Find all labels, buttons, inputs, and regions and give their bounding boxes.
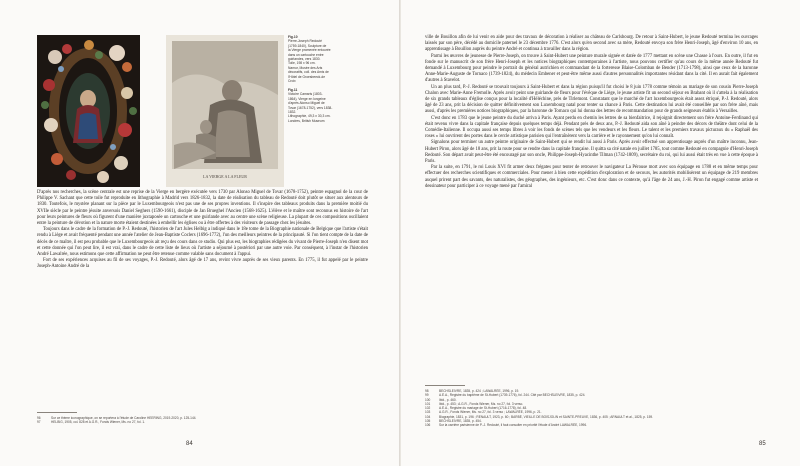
caption-line: Londres, British Museum xyxy=(288,118,325,123)
footnote-number: 97 xyxy=(37,420,41,425)
body-paragraph: Fort de ses expériences acquises au fil de ses voyages, P.-J. Redouté, alors âgé de 17 ans, revint vivre auprès de ses vieux parents. En 1775, il fut appelé par le peintre Joseph-Antoine André de la xyxy=(37,258,368,270)
caption-line: (1759-1840), Sculpture de xyxy=(288,43,327,48)
footnote-text: Sur la carrière parisienne de P.-J. Redouté, il faut consulter en priorité l'étude d'André LAWALRÉE, 1996. xyxy=(439,423,587,428)
caption-line: Tovar (1678-1752), vers 1838- xyxy=(288,105,333,110)
footnote-text: BECHSLEIVRE, 1835, p. 454. xyxy=(439,419,482,424)
caption-line: Namur, Musée des Arts xyxy=(288,65,323,70)
right-page xyxy=(401,0,800,466)
body-paragraph: D'après nos recherches, la scène centrale est une reprise de la Vierge en bergère exécutée vers 1730 par Alonso Miguel de Tovar (1678-1752), peintre espagnol de la cour de Philippe V. Sachant que cette toile fut reproduite en lithographie à Madrid vers 1826-1832, la date de réalisation du tableau de Redouté doit plutôt se situer aux alentours de 1830. Toutefois, le mystère planant sur la pièce par le Luxembourgeois n'est pas une de ses propres inventions. Il s'inspire des tableaux produits dans la première moitié du XVIIe siècle par le peintre jésuite anversois Daniel Seghers (1590-1661), disciple de Jan Brueghel l'Ancien (1568-1625). L'élève et le maître sont reconnus en histoire de l'art pour leurs peintures de fleurs où figurent d'une manière juxtaposée un cartouche et une guirlande avec au centre une scène religieuse. La plupart de ces compositions oscillaient entre la peinture de dévotion et la nature morte étaient destinées à embellir les églises ou à être offertes à des visiteurs de passage chez les jésuites. xyxy=(37,190,368,227)
footnote-text: HELBIG, 1905, col. 828 et A.G.R., Fonds Wiener, Ms. no 27, fol. 1. xyxy=(51,420,146,425)
footnote-number: 103 xyxy=(425,410,431,415)
caption-line: Pierre-Joseph Redouté xyxy=(288,39,322,44)
caption-line: Victoire Camaris (1803- xyxy=(288,92,323,97)
footnote-number: 100 xyxy=(425,397,431,402)
caption-line: Toile, 198 x 96 cm. xyxy=(288,61,316,66)
caption-line: la Vierge promenée entourée xyxy=(288,48,331,53)
caption-line: Fig.11 xyxy=(288,88,298,92)
right-body-text xyxy=(425,35,758,190)
footnote xyxy=(37,420,368,424)
body-paragraph: C'est donc en 1783 que le jeune peintre du duché arriva à Paris. Ayant perdu en chemin les lettres de sa bienfaitrice, il rejoignit directement son frère Antoine-Ferdinand qui était revenu vivre dans la capitale française depuis quelques temps déjà. Pendant près de deux ans, P.-J. Redouté aida son aîné à peindre des décors de théâtre dont celui de la Comédie-Italienne. Il occupa aussi ses temps libres à voir les fonds de scènes tels que les vendeurs et les fleurs. Le talent et les premiers travaux picturaux du « Raphaël des roses » lui ouvrirent des portes dans le cercle artistique parisien qui l'entraînèrent vers la carrière et le rayonnement qu'on lui connaît. xyxy=(425,115,758,140)
footnote-rule xyxy=(37,412,77,413)
caption-line: Fig.10 xyxy=(288,35,298,39)
footnote-number: 104 xyxy=(425,414,431,419)
left-body-text xyxy=(37,190,368,271)
footnote-text: A.G.R., Fonds Wiener, Ms. no 27, fol. 3 verso ; LAWALRÉE, 1996, p. 21. xyxy=(439,410,542,415)
caption-line: dans un cartouche entre xyxy=(288,52,324,57)
page-number-left: 84 xyxy=(186,441,193,447)
body-paragraph: Par la suite, en 1791, le roi Louis XVI fit armer deux frégates pour tenter de retrouver le navigateur La Pérouse mort avec son équipage en 1788 et en même temps pour effectuer des recherches scientifiques et commerciales. Pour mener à bien cette expédition d'exploration et de secours, les autorités mobilisèrent un équipage de 219 membres auquel prirent part des savants, des naturalistes, des géographes, des ingénieurs, etc. C'est donc dans ce contexte, qu'à l'âge de 24 ans, J.-H. Piron fut engagé comme artiste et dessinateur pour participer à ce voyage mené par l'amiral xyxy=(425,165,758,189)
floral-still-life-painting-icon xyxy=(37,35,140,187)
body-paragraph: Signalons pour terminer un autre peintre originaire de Saint-Hubert qui se rendit lui aussi à Paris. Après avoir effectué son apprentissage auprès d'un maître inconnu, Jean-Hubert Piron, alors âgé de 18 ans, prit la route pour se rendre dans la capitale française. Il quitta sa cité natale en juillet 1785, tout comme Redouté en compagnie d'Henri-Joseph Redouté. Son départ avait peut-être été encouragé par son oncle, Philippe-Joseph-Hyacinthe Tilman (1742-1809), secrétaire du roi, qui lui aussi était très en vue à cette époque à Paris. xyxy=(425,140,758,165)
madonna-lithograph-figure xyxy=(166,35,284,187)
body-paragraph: ville de Bouillon afin de lui venir en aide pour des travaux de décoration à réaliser au château de Carlsbourg. De retour à Saint-Hubert, le jeune Redouté termina les ouvrages laissés par son père, décédé au domicile paternel le 23 décembre 1776. C'est alors qu'en second avec sa mère, Redouté envoya son frère Henri-Joseph, âgé d'environ 10 ans, en apprentissage à Bouillon auprès du peintre André et continua à travailler dans la région. xyxy=(425,35,758,53)
left-page xyxy=(0,0,399,466)
footnote-text: BECHSLEIVRE, 1835, p. 424 ; LAWALRÉE, 1996, p. 19. xyxy=(439,389,520,393)
footnote-text: Ibid., p. 460. xyxy=(439,397,457,402)
caption-line: Lithographie, 49,3 x 30,3 cm. xyxy=(288,114,331,119)
body-paragraph: Parmi les œuvres de jeunesse de Pierre-Joseph, on trouve à Saint-Hubert une peinture murale signée et datée de 1777 mettant en scène une Chasse à l'ours. En outre, il fut en fonde sur le manuscrit de son frère Henri-Joseph et les notices biographiques contemporaines à l'artiste, nous pouvons certifier qu'au cours de la même année Redouté fut demandé à Luxembourg pour peindre le portrait du général autrichien et commandant de la forteresse Blaise-Colomban de Bender (1713-1798), ainsi que ceux de la baronne Anne-Marie-Auguste de Tornaco (1739-1824), du médecin Embener et peut-être même aussi d'autres personnalités importantes résidant dans la cité. Il en aurait fait également d'autres à Stavelot. xyxy=(425,53,758,84)
figure-11-caption xyxy=(288,88,370,123)
caption-line: l'Hôtel de Groesbeeck-de xyxy=(288,74,326,79)
caption-line: 1832. xyxy=(288,110,297,115)
footnote-text: Biographie, 1831, p. 196 ; RENAULT, 1923, p. 60 ; BARBÉ, VIEILLE DE BOISJOLIN et SAINTE-PREUVE, 1836, p. 405 ; ARNAULT et al., 1825, p. 159. xyxy=(439,414,654,419)
footnote-number: 102 xyxy=(425,406,431,411)
footnote-number: 96 xyxy=(37,416,41,420)
footnote-text: Ibid., p. 453 ; A.G.R., Fonds Wiener, Ms. no 27, fol. 3 verso. xyxy=(439,401,524,406)
caption-line: décoratifs, coll. des Amis de xyxy=(288,70,329,75)
figure-10-caption xyxy=(288,35,370,83)
footnote-text: A.É.A., Registre du baptême de St-Hubert (1739-1776), fol. 244. Cité par BECHSLEIVRE, 1835, p. 424. xyxy=(439,393,586,398)
body-paragraph: Un an plus tard, P.-J. Redouté se trouvait toujours à Saint-Hubert et dans la région puisqu'il fut choisi le 8 juin 1778 comme témoin au mariage de son cousin Pierre-Joseph Chalon avec Marie-Anne Fremolle. Après avoir peint une guirlande de fleurs pour l'évêque de Liège, le jeune artiste fit un second séjour en Brabant où il s'attela à la réalisation de six grands tableaux d'église conçus pour la localité d'Héléchine, près de Tirlemont. Constatant que le marché de l'art luxembourgeois était assez étriqué, P.-J. Redouté, alors âgé de 23 ans, prit la décision de quitter définitivement son Luxembourg natal pour tenter sa chance à Paris. Cette destination lui avait été conseillée par son frère aîné, mais aussi, d'après les premières notices biographiques, par la baronne de Tornaco qui lui donna des lettres de recommandation pour de grands seigneurs établis à Versailles. xyxy=(425,84,758,115)
footnote-number: 106 xyxy=(425,423,431,428)
footnote-rule xyxy=(425,385,465,386)
page-number-right: 85 xyxy=(759,441,766,447)
caption-line: guirlandes, vers 1830. xyxy=(288,57,321,62)
madonna-lithograph-icon xyxy=(166,35,284,187)
body-paragraph: Toujours dans le cadre de la formation de P.-J. Redouté, l'historien de l'art Jules Helbig a indiqué dans le 18e tome de la Biographie nationale de Belgique que l'artiste s'était rendu à Liège et avait fréquenté pendant une année l'atelier de Jean-Baptiste Coclers (1696-1772), l'un des meilleurs peintres de la principauté. Si l'on tient compte de la date de décès de ce maître, il est peu probable que le Luxembourgeois ait reçu des cours dans ce studio. Qui plus est, les biographies rédigées du vivant de Pierre-Joseph n'en disent mot et cette donnée qui l'on peut lire, il est vrai, dans le cadre de cette liste de lieux où l'artiste a séjourné à postériori par une autre voie. Par conséquent, à l'instar de l'historien André Lawalrée, nous estimons que cette affirmation ne peut être retenue comme valable sans document à l'appui. xyxy=(37,227,369,258)
floral-painting-figure xyxy=(37,35,140,187)
caption-line: Croix xyxy=(288,79,296,84)
caption-line: 1864), Vierge en longeine xyxy=(288,96,326,101)
right-footnotes xyxy=(425,389,758,428)
left-footnotes xyxy=(37,416,368,425)
footnote-number: 98 xyxy=(425,389,429,393)
footnote-text: A.É.A., Registre du mariage de St-Hubert (1716-1778), fol. 48. xyxy=(439,406,528,411)
footnote-number: 99 xyxy=(425,393,429,398)
footnote-number: 105 xyxy=(425,419,431,424)
footnote xyxy=(425,423,758,427)
footnote-number: 101 xyxy=(425,401,431,406)
caption-line: d'après Alonso Miguel de xyxy=(288,101,325,106)
footnote-text: Sur ce thème iconographique, on se reportera à l'étude de Caroline HEERING, 2019-2020, p. 125-144. xyxy=(51,416,197,420)
lithograph-inscription: LA VIERGE A LA FLEUR xyxy=(203,174,247,179)
